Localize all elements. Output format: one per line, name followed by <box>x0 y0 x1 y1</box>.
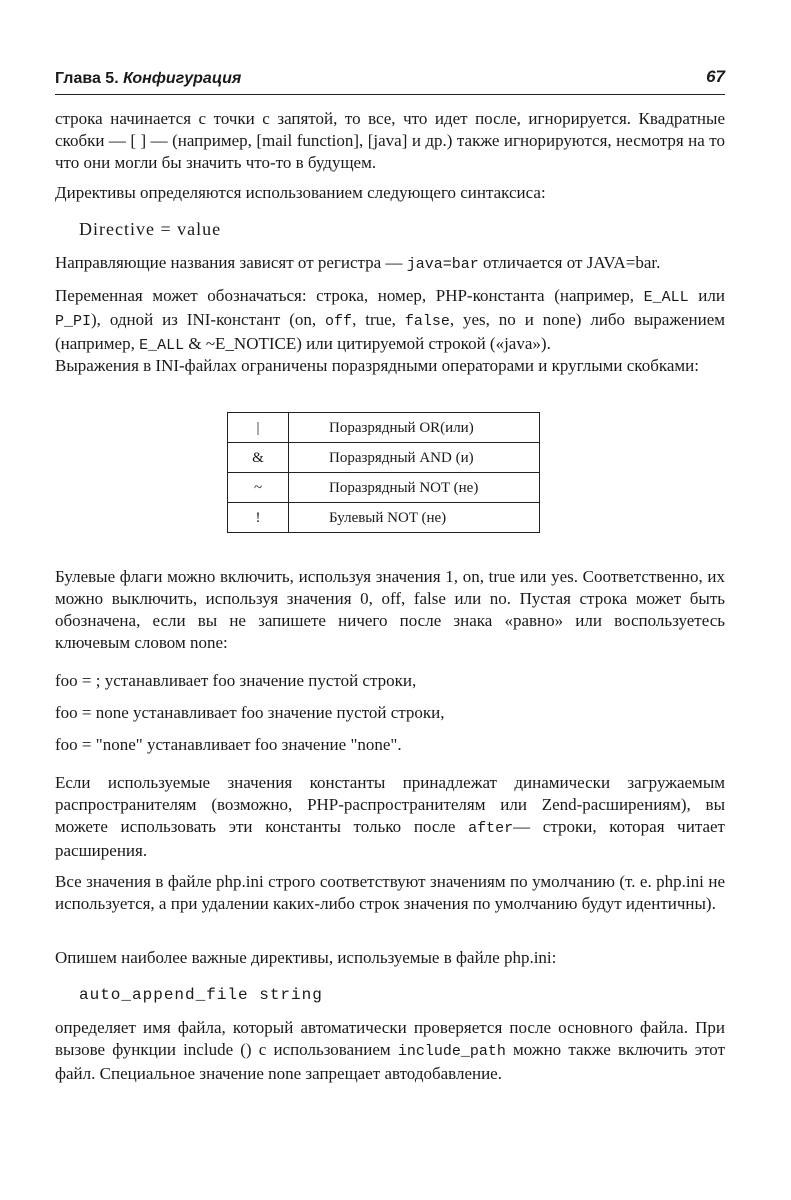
directive-name: auto_append_file string <box>79 986 323 1004</box>
paragraph-8: Все значения в файле php.ini строго соответствуют значениям по умолчанию (т. е. php.ini не используется, а при удалении каких-либо строк значения по умолчанию будут идентичны). <box>55 872 725 913</box>
example-code: foo = ; <box>55 671 101 690</box>
p3-code-1: java=bar <box>406 256 479 273</box>
chapter-title: Конфигурация <box>123 70 242 87</box>
operator-symbol: ~ <box>228 473 289 503</box>
operator-symbol: | <box>228 413 289 443</box>
p4-c3: off <box>325 313 353 330</box>
p7-c1: after <box>468 820 514 837</box>
page-number: 67 <box>706 67 725 86</box>
example-code: foo = "none" <box>55 735 143 754</box>
p10-c1: include_path <box>397 1043 506 1060</box>
table-row <box>228 473 540 503</box>
p4-c5: E_ALL <box>139 337 185 354</box>
p4-t3: ), одной из INI-констант (on, <box>91 310 326 329</box>
operators-table <box>227 412 540 533</box>
example-line-1 <box>55 670 416 692</box>
paragraph-2: Директивы определяются использованием следующего синтаксиса: <box>55 183 546 202</box>
paragraph-3 <box>55 252 725 276</box>
example-text: устанавливает foo значение пустой строки, <box>100 671 417 690</box>
table-row <box>228 443 540 473</box>
paragraph-9: Опишем наиболее важные директивы, используемые в файле php.ini: <box>55 948 557 967</box>
p4-c4: false <box>404 313 450 330</box>
syntax-example: Directive = value <box>79 219 222 239</box>
paragraph-5: Выражения в INI-файлах ограничены поразрядными операторами и круглыми скобками: <box>55 356 699 375</box>
p3-text-1: Направляющие названия зависят от регистра — <box>55 253 407 272</box>
example-line-2 <box>55 702 445 724</box>
example-code: foo = none <box>55 703 129 722</box>
example-text: устанавливает foo значение пустой строки, <box>128 703 445 722</box>
p7-t1: Если используемые значения константы принадлежат динамически загружаемым распространителям (возможно, PHP-распространителям или Zend-расширениям), вы можете использовать эти константы только после <box>55 773 725 836</box>
p4-t2: или <box>688 286 725 305</box>
p4-c1: E_ALL <box>643 289 689 306</box>
p7-t2: — строки, которая читает расширения. <box>55 817 725 860</box>
operator-description: Булевый NOT (не) <box>289 503 540 533</box>
p10-t1: определяет имя файла, который автоматически проверяется после основного файла. При вызове функции include () с использованием <box>55 1018 725 1059</box>
operator-description: Поразрядный OR(или) <box>289 413 540 443</box>
paragraph-7 <box>55 772 725 862</box>
paragraph-1: строка начинается с точки с запятой, то все, что идет после, игнорируется. Квадратные скобки — [ ] — (например, [mail function], [java] и др.) также игнорируются, несмотря на то что они могли бы значить что-то в будущем. <box>55 109 725 172</box>
table-row <box>228 503 540 533</box>
p3-text-2: отличается от JAVA=bar. <box>478 253 661 272</box>
chapter-heading <box>55 68 241 90</box>
chapter-prefix: Глава 5. <box>55 70 119 87</box>
p4-t5: , yes, no и none) либо выражением (например, <box>55 310 726 353</box>
p4-t4: , true, <box>352 310 405 329</box>
example-text: устанавливает foo значение "none". <box>142 735 402 754</box>
operator-symbol: ! <box>228 503 289 533</box>
operator-symbol: & <box>228 443 289 473</box>
paragraph-10 <box>55 1017 725 1085</box>
p10-t2: можно также включить этот файл. Специальное значение none запрещает автодобавление. <box>55 1040 725 1083</box>
table-row <box>228 413 540 443</box>
paragraph-4 <box>55 285 725 357</box>
p4-t1: Переменная может обозначаться: строка, номер, PHP-константа (например, <box>55 286 644 305</box>
running-header <box>55 64 725 95</box>
paragraph-6: Булевые флаги можно включить, используя значения 1, on, true или yes. Соответственно, их можно выключить, используя значения 0, off, false или no. Пустая строка может быть обозначена, если вы не запишете ничего после знака «равно» или воспользуетесь ключевым словом none: <box>55 567 725 652</box>
p4-t6: & ~E_NOTICE) или цитируемой строкой («java»). <box>184 334 551 353</box>
operator-description: Поразрядный NOT (не) <box>289 473 540 503</box>
example-line-3 <box>55 734 402 756</box>
operator-description: Поразрядный AND (и) <box>289 443 540 473</box>
p4-c2: P_PI <box>55 313 92 330</box>
